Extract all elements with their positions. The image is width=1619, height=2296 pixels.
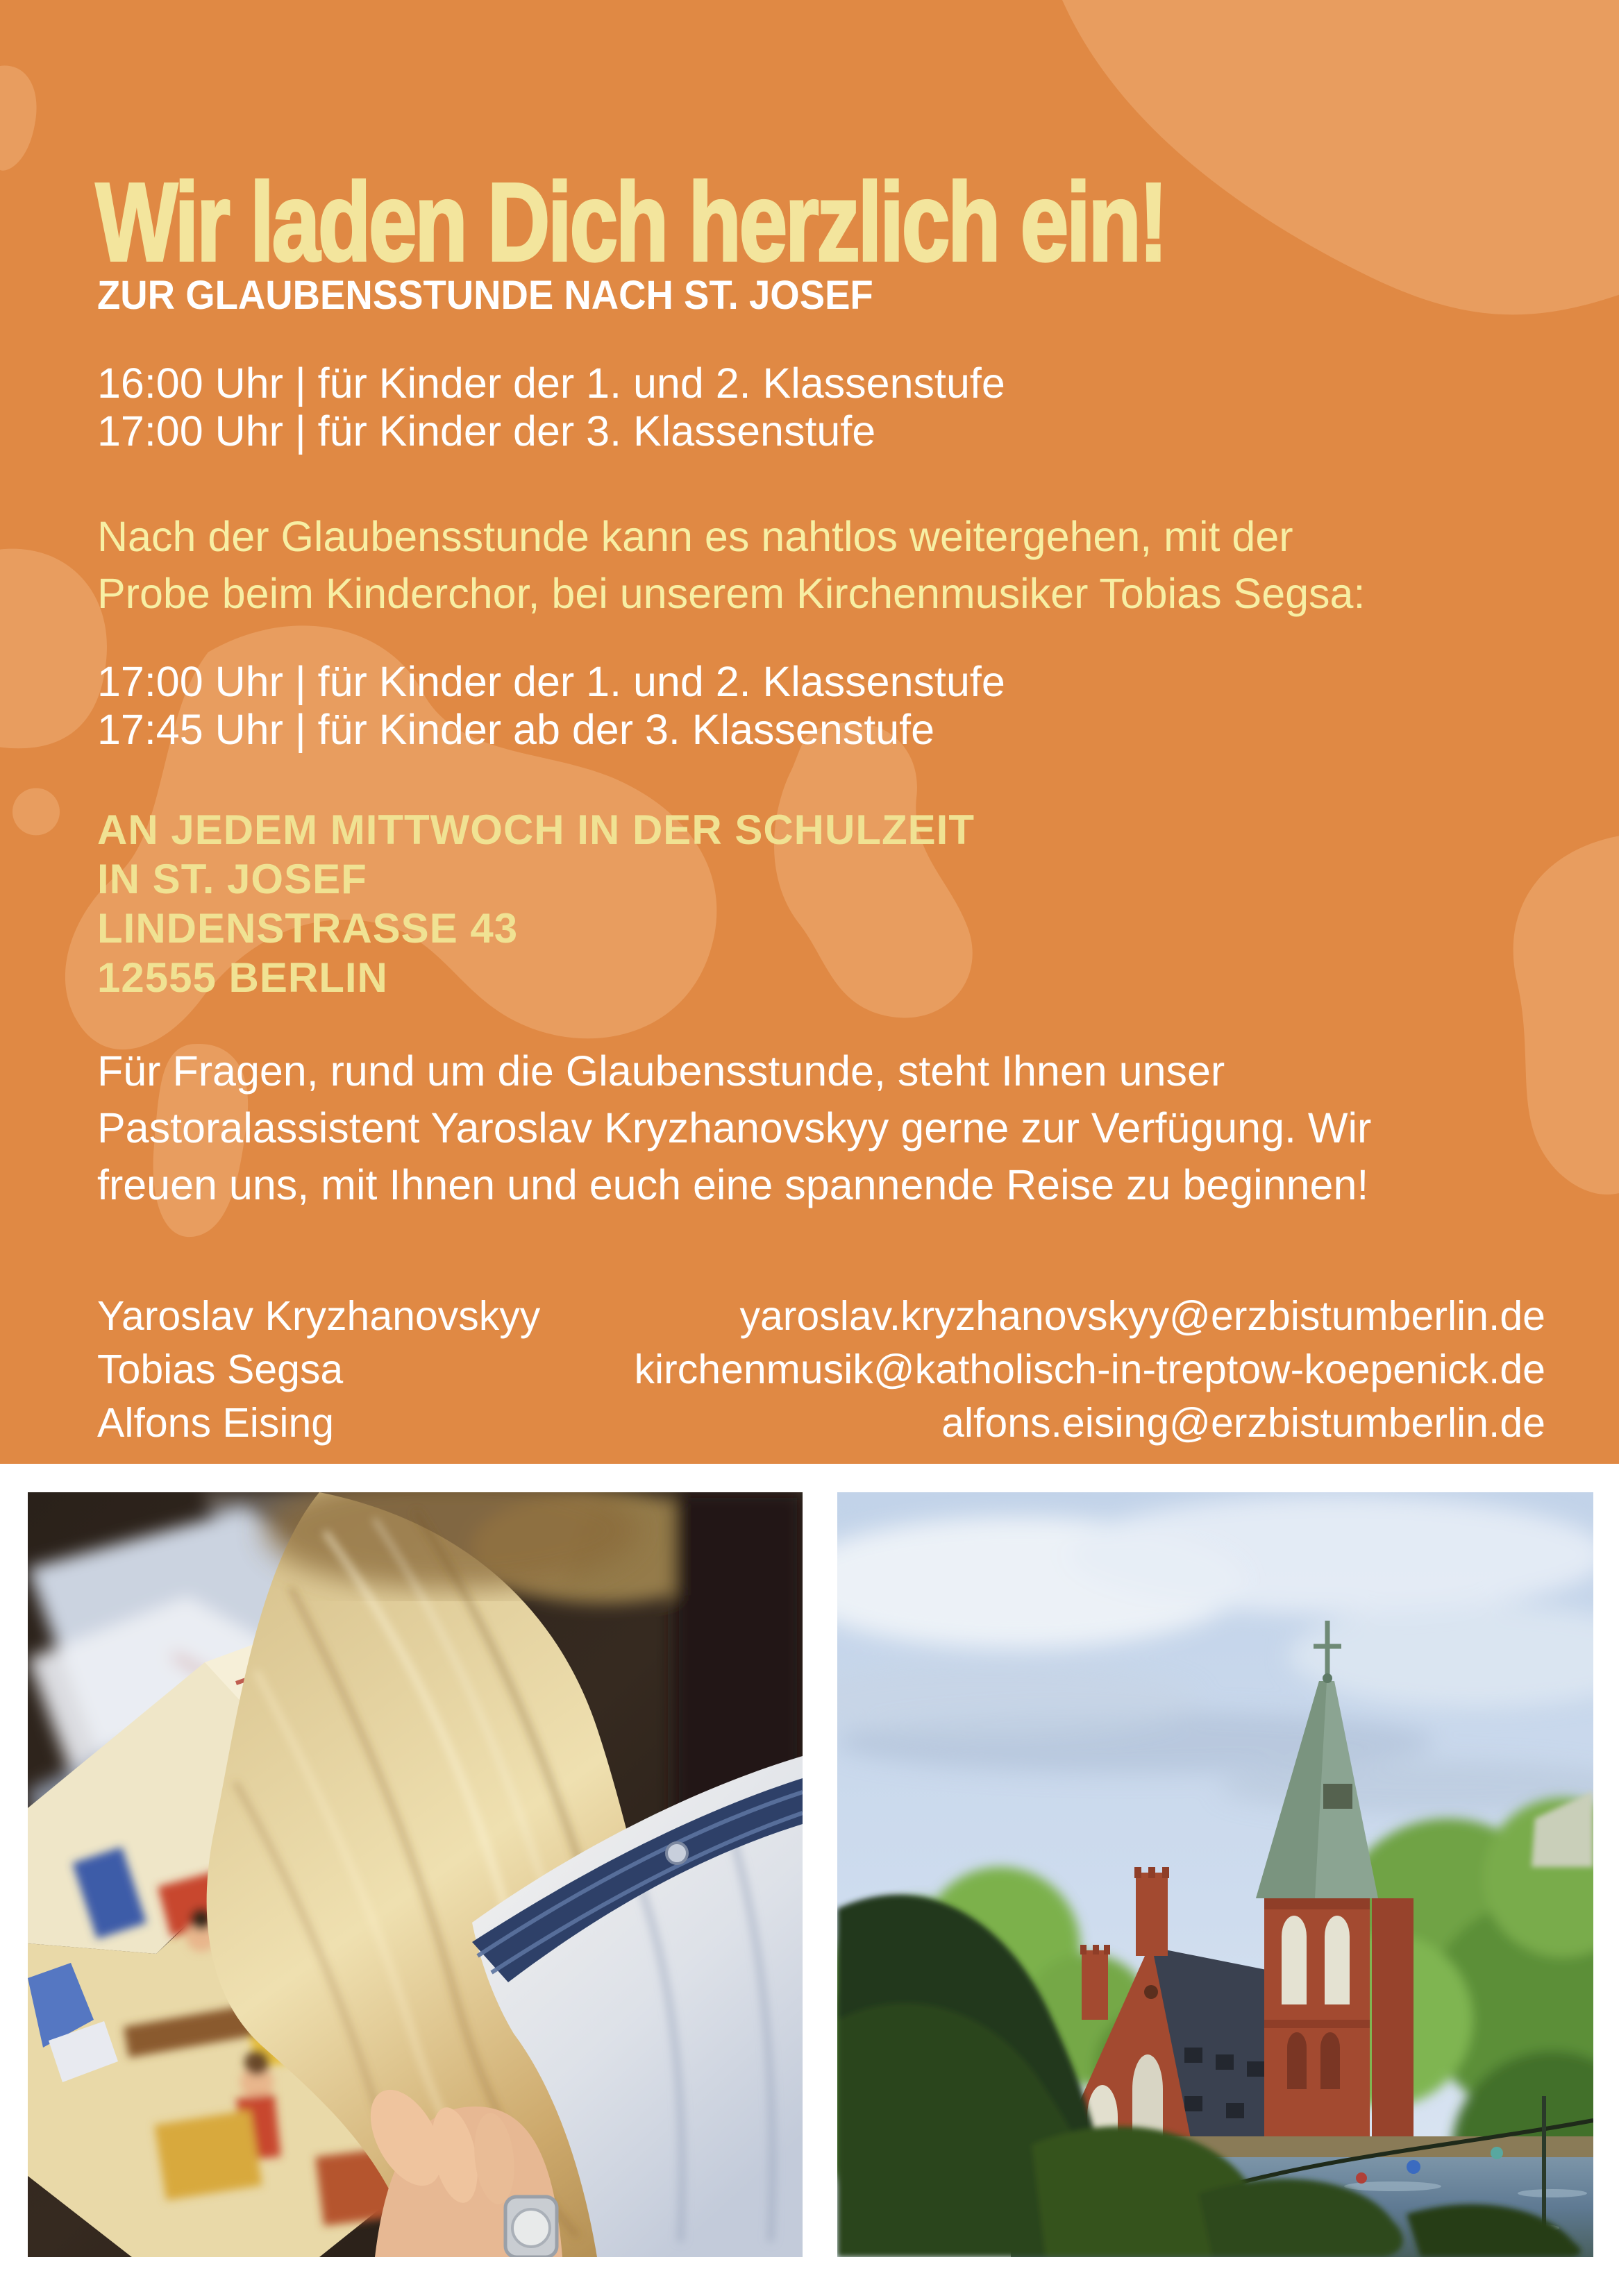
contact-email: yaroslav.kryzhanovskyy@erzbistumberlin.de [739,1293,1545,1339]
photo-st-josef-church [837,1492,1593,2257]
contact-row [97,1396,1545,1450]
contact-list [97,1290,1545,1450]
contact-email: alfons.eising@erzbistumberlin.de [941,1400,1545,1446]
choir-intro [97,508,1365,622]
choir-intro-line: Nach der Glaubensstunde kann es nahtlos weitergehen, mit der [97,513,1293,560]
subtitle: ZUR GLAUBENSSTUNDE NACH ST. JOSEF [97,273,873,318]
contact-note [97,1043,1371,1213]
contact-name: Alfons Eising [97,1400,335,1446]
photo-child-reading-book [28,1492,803,2257]
schedule-glaubensstunde [97,360,1005,455]
schedule-line: 17:00 Uhr | für Kinder der 1. und 2. Klassenstufe [97,658,1005,705]
contact-row [97,1343,1545,1396]
contact-note-line: Für Fragen, rund um die Glaubensstunde, steht Ihnen unser [97,1047,1225,1095]
location-block [97,805,975,1002]
schedule-line: 16:00 Uhr | für Kinder der 1. und 2. Klassenstufe [97,360,1005,407]
choir-intro-line: Probe beim Kinderchor, bei unserem Kirchenmusiker Tobias Segsa: [97,570,1366,617]
contact-email: kirchenmusik@katholisch-in-treptow-koepenick.de [634,1347,1545,1392]
contact-name: Tobias Segsa [97,1347,344,1392]
contact-name: Yaroslav Kryzhanovskyy [97,1293,541,1339]
location-line: IN ST. JOSEF [97,856,367,902]
location-line: LINDENSTRASSE 43 [97,905,519,952]
page-title: Wir laden Dich herzlich ein! [96,160,1166,284]
location-line: AN JEDEM MITTWOCH IN DER SCHULZEIT [97,807,975,853]
schedule-kinderchor [97,658,1005,754]
contact-row [97,1290,1545,1343]
schedule-line: 17:00 Uhr | für Kinder der 3. Klassenstufe [97,407,876,455]
schedule-line: 17:45 Uhr | für Kinder ab der 3. Klassenstufe [97,706,935,753]
location-line: 12555 BERLIN [97,954,388,1001]
contact-note-line: freuen uns, mit Ihnen und euch eine spannende Reise zu beginnen! [97,1161,1369,1208]
contact-note-line: Pastoralassistent Yaroslav Kryzhanovskyy gerne zur Verfügung. Wir [97,1104,1372,1151]
